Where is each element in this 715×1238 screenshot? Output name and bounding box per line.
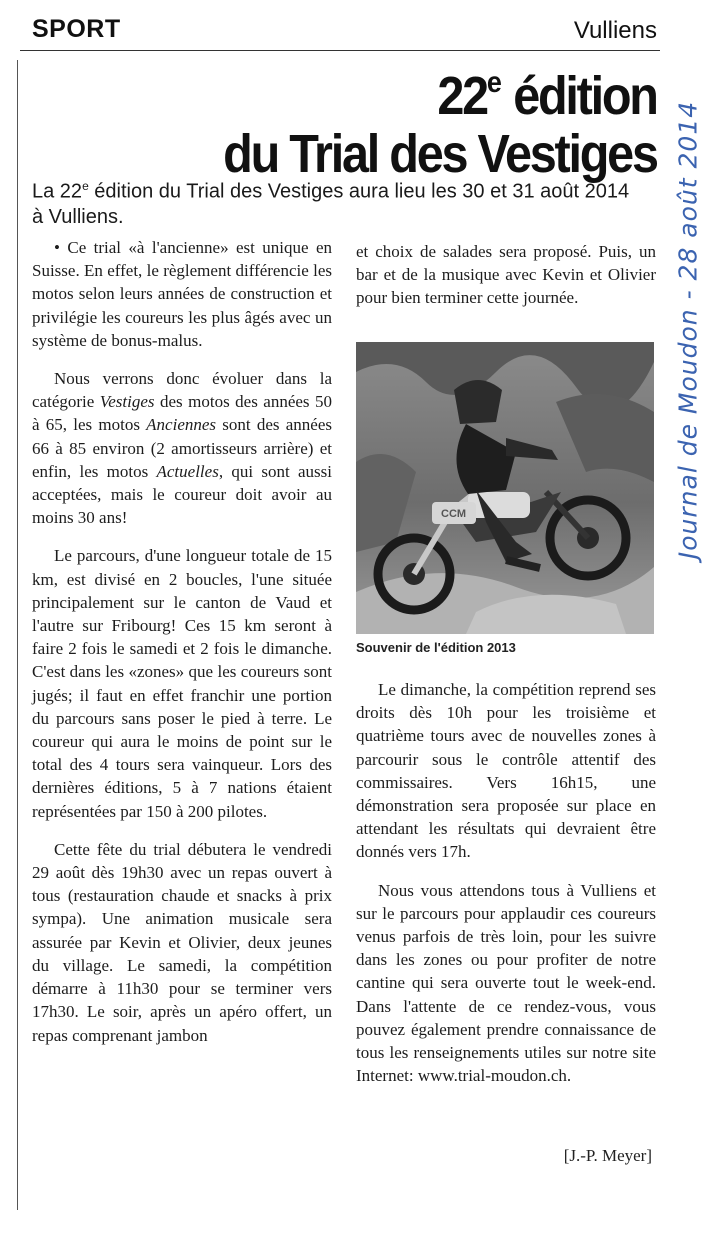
section-label: SPORT (32, 15, 121, 43)
paragraph-course: Le parcours, d'une longueur totale de 15 km, est divisé en 2 boucles, l'une située principalement sur le canton de Vaud et l'autre sur Fribourg! Ces 15 km seront à faire 2 fois le samedi et 2 fois le dimanche. C'est dans les «zones» que les coureurs sont jugés; il faut en effet franchir une portion du parcours sans poser le pied à terre. Le coureur qui aura le moins de point sur le total des 4 tours sera vainqueur. Lors des dernières éditions, 5 à 7 nations étaient représentées par 150 à 200 pilotes. (32, 546, 332, 821)
lead-paragraph (32, 174, 632, 230)
paragraph-invitation (356, 879, 656, 1088)
invitation-end: . (566, 1066, 572, 1086)
photo-trial-rider (356, 342, 654, 634)
author-signature: [J.-P. Meyer] (563, 1146, 652, 1165)
headline (223, 54, 657, 183)
categories-text-a: Nous verrons donc évoluer dans la catégorie (32, 369, 332, 412)
handwritten-source-note: Journal de Moudon - 28 août 2014 (673, 100, 703, 560)
paragraph-sunday: Le dimanche, la compétition reprend ses droits dès 10h pour les troisième et quatrième tours avec de nouvelles zones à parcourir sous le contrôle attentif des commissaires. Vers 16h15, une démonstration sera proposée sur place en attendant les résultats qui devraient être donnés vers 17h. (356, 680, 656, 862)
lead-part-2: édition du Trial des Vestiges aura lieu les 30 et 31 août 2014 à Vulliens. (32, 180, 630, 228)
lead-part-1: La 22 (32, 180, 83, 203)
article-column-right-top (356, 240, 656, 325)
headline-line-1 (223, 54, 657, 125)
lead-superscript: e (82, 179, 89, 193)
categories-text-c: sont des années 66 à 85 environ (2 amortisseurs arrière) et enfin, les motos (32, 415, 332, 481)
left-frame-line (17, 60, 18, 1210)
article-column-left (32, 236, 332, 1062)
motorcycle-photo-illustration (356, 342, 654, 634)
location-label: Vulliens (573, 17, 657, 44)
paragraph-categories (32, 367, 332, 529)
photo-caption: Souvenir de l'édition 2013 (356, 640, 516, 655)
article-column-right-bottom (356, 678, 656, 1102)
headline-number: 22 (437, 66, 488, 126)
paragraph-intro: • Ce trial «à l'ancienne» est unique en Suisse. En effet, le règlement différencie les motos selon leurs années de construction et privilégie les coureurs les plus âgés avec un système de bonus-malus. (32, 238, 332, 350)
paragraph-schedule-continued: et choix de salades sera proposé. Puis, un bar et de la musique avec Kevin et Olivier pour bien terminer cette journée. (356, 242, 656, 308)
header-rule (20, 50, 660, 51)
invitation-text: Nous vous attendons tous à Vulliens et sur le parcours pour applaudir ces coureurs venus parfois de très loin, pour les suivre dans les zones ou pour profiter de notre cantine qui sera ouverte tout le week-end. Dans l'attente de ce rendez-vous, vous pouvez également prendre connaissance de tous les renseignements utiles sur notre site Internet: (356, 880, 656, 1086)
categories-text-b: des motos des années 50 à 65, les motos (32, 392, 333, 435)
category-vestiges: Vestiges (99, 392, 155, 412)
number-plate-text: CCM (441, 508, 467, 520)
category-anciennes: Anciennes (146, 415, 217, 435)
categories-text-d: , qui sont aussi acceptées, mais le coureur doit avoir au moins 30 ans! (32, 461, 332, 528)
website-link[interactable]: www.trial-moudon.ch (417, 1066, 567, 1086)
headline-edition-word: édition (502, 66, 657, 126)
headline-superscript: e (487, 66, 503, 99)
headline-line-2: du Trial des Vestiges (223, 124, 657, 184)
category-actuelles: Actuelles (156, 461, 219, 481)
paragraph-schedule: Cette fête du trial débutera le vendredi 29 août dès 19h30 avec un repas ouvert à tous (restauration chaude et snacks à prix sympa). Une animation musicale sera assurée par Kevin et Olivier, deux jeunes du village. Le samedi, la compétition démarre à 11h30 pour se terminer vers 17h30. Le soir, après un apéro offert, un repas comprenant jambon (32, 839, 332, 1045)
